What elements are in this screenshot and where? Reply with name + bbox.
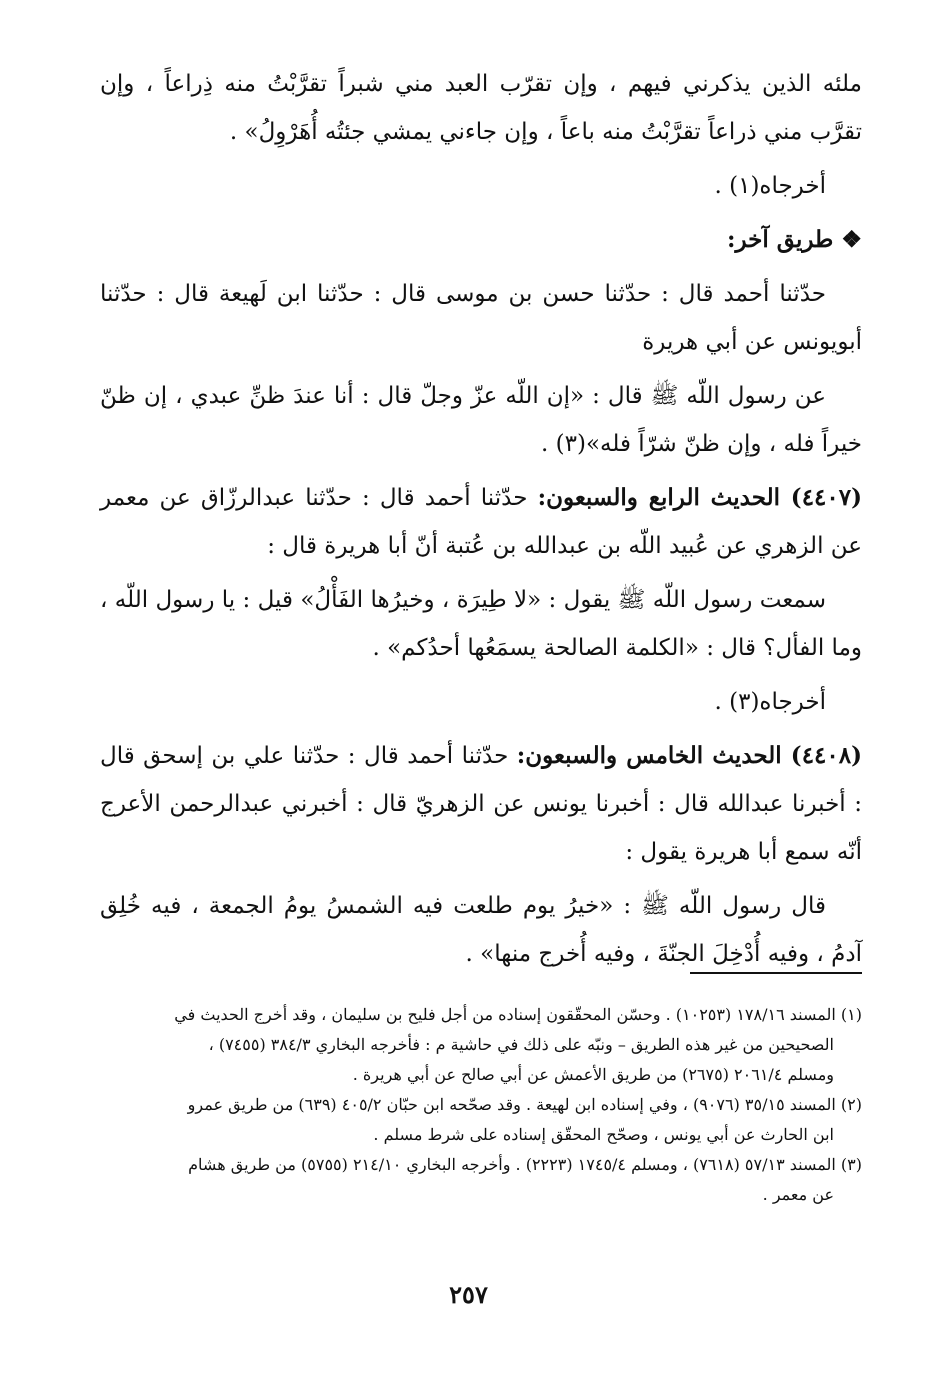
page-number: ٢٥٧ bbox=[449, 1280, 488, 1309]
footnote-line: ابن الحارث عن أبي يونس ، وصحّح المحقّق إسناده على شرط مسلم . bbox=[373, 1125, 834, 1144]
footnote-line: عن معمر . bbox=[762, 1185, 834, 1204]
footnote-line: (٣) المسند ٥٧/١٣ (٧٦١٨) ، ومسلم ١٧٤٥/٤ (٢٢٢٣) . وأخرجه البخاري ٢١٤/١٠ (٥٧٥٥) من طريق هشام bbox=[188, 1155, 862, 1174]
hadith-4407-text: حدّثنا أحمد قال : حدّثنا عبدالرزّاق عن معمر عن الزهري عن عُبيد اللّه بن عبدالله بن عُتبة أنّ أبا هريرة قال : bbox=[100, 485, 862, 559]
paragraph: قال رسول اللّه ﷺ : «خيرُ يوم طلعت فيه الشمسُ يومُ الجمعة ، فيه خُلِق آدمُ ، وفيه أُدْخِلَ الجنّةَ ، وفيه أُخرج منها» . bbox=[100, 893, 862, 967]
hadith-4408 bbox=[100, 732, 862, 876]
hadith-4407-title: (٤٤٠٧) الحديث الرابع والسبعون: bbox=[537, 484, 862, 511]
footnote-line: (١) المسند ١٧٨/١٦ (١٠٢٥٣) . وحسّن المحقّقون إسناده من أجل فليح بن سليمان ، وقد أخرج الحديث في bbox=[174, 1005, 862, 1024]
paragraph: حدّثنا أحمد قال : حدّثنا حسن بن موسى قال : حدّثنا ابن لَهيعة قال : حدّثنا أبويونس عن أبي هريرة bbox=[100, 281, 862, 355]
footnote-line: (٢) المسند ٣٥/١٥ (٩٠٧٦) ، وفي إسناده ابن لهيعة . وقد صحّحه ابن حبّان ٤٠٥/٢ (٦٣٩) من طريق عمرو bbox=[187, 1095, 862, 1114]
paragraph: عن رسول اللّه ﷺ قال : «إن اللّه عزّ وجلّ قال : أنا عندَ ظنِّ عبدي ، إن ظنّ خيراً فله ، وإن ظنّ شرّاً فله»(٣) . bbox=[100, 383, 862, 457]
paragraph: سمعت رسول اللّه ﷺ يقول : «لا طِيرَة ، وخيرُها الفَأْلُ» قيل : يا رسول اللّه ، وما الفأل؟ قال : «الكلمة الصالحة يسمَعُها أحدُكم» . bbox=[100, 587, 862, 661]
page-body bbox=[100, 60, 862, 978]
hadith-4408-text: حدّثنا أحمد قال : حدّثنا علي بن إسحق قال : أخبرنا عبدالله قال : أخبرنا يونس عن الزهريّ قال : أخبرني عبدالرحمن الأعرج أنّه سمع أبا هريرة يقول : bbox=[100, 743, 862, 865]
footnote-line: ومسلم ٢٠٦١/٤ (٢٦٧٥) من طريق الأعمش عن أبي صالح عن أبي هريرة . bbox=[352, 1065, 834, 1084]
paragraph: ملئه الذين يذكرني فيهم ، وإن تقرّب العبد مني شبراً تقرَّبْتُ منه ذِراعاً ، وإن تقرَّب مني ذراعاً تقرَّبْتُ منه باعاً ، وإن جاءني يمشي جئتُه أُهَرْوِلُ» . bbox=[100, 71, 862, 145]
footnote-divider bbox=[690, 972, 862, 974]
hadith-4407 bbox=[100, 474, 862, 570]
section-heading: ❖ طريق آخر: bbox=[726, 226, 862, 253]
paragraph: أخرجاه(١) . bbox=[714, 173, 826, 199]
hadith-4408-title: (٤٤٠٨) الحديث الخامس والسبعون: bbox=[516, 742, 862, 769]
footnote-line: الصحيحين من غير هذه الطريق – ونبّه على ذلك في حاشية م : فأخرجه البخاري ٣٨٤/٣ (٧٤٥٥) ، bbox=[208, 1035, 834, 1054]
paragraph: أخرجاه(٣) . bbox=[714, 689, 826, 715]
footnotes bbox=[100, 1000, 862, 1210]
